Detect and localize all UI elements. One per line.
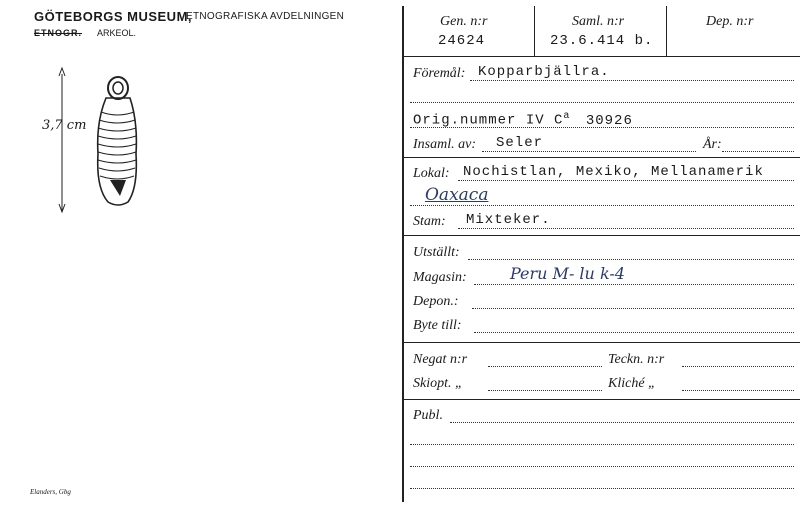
skiopt-label: Skiopt. „ [413, 376, 463, 391]
department-name: ETNOGRAFISKA AVDELNINGEN [186, 11, 345, 22]
card-divider [402, 6, 404, 502]
publ-dots-4 [410, 488, 794, 489]
byte-dots [474, 332, 794, 333]
museum-name: GÖTEBORGS MUSEUM, [34, 9, 193, 24]
printer-mark: Elanders, Gbg [30, 488, 71, 496]
lokal-dots [458, 180, 794, 181]
col-divider-2 [666, 6, 667, 56]
ar-label: År: [703, 137, 722, 152]
gen-label: Gen. n:r [440, 14, 488, 29]
blank-dots-1 [410, 102, 794, 103]
saml-label: Saml. n:r [572, 14, 625, 29]
insaml-value: Seler [496, 135, 544, 151]
kliche-dots [682, 390, 794, 391]
negat-label: Negat n:r [413, 352, 468, 367]
lokal-value: Nochistlan, Mexiko, Mellanamerik [463, 164, 764, 180]
utstallt-dots [468, 259, 794, 260]
negat-dots [488, 366, 602, 367]
arkeol-label: ARKEOL. [97, 28, 137, 38]
stam-value: Mixteker. [466, 212, 551, 228]
kliche-label: Kliché „ [608, 376, 656, 391]
utstallt-label: Utställt: [413, 245, 460, 260]
struck-label: ETNOGR. [34, 28, 83, 38]
dep-label: Dep. n:r [706, 14, 754, 29]
publ-dots-2 [410, 444, 794, 445]
orig-sup: a [563, 111, 571, 122]
lokal-handwriting: Oaxaca [425, 185, 489, 205]
depon-label: Depon.: [413, 294, 459, 309]
insaml-label: Insaml. av: [413, 137, 476, 152]
bell-sketch [28, 62, 148, 222]
insaml-dots [482, 151, 696, 152]
foremal-dots [470, 80, 794, 81]
lokal-label: Lokal: [413, 166, 450, 181]
publ-dots-3 [410, 466, 794, 467]
stam-dots [458, 228, 794, 229]
lokal-dots-2 [410, 205, 794, 206]
foremal-value: Kopparbjällra. [478, 64, 610, 80]
magasin-handwriting: Peru M- lu k-4 [510, 264, 625, 283]
orig-value [413, 111, 633, 129]
magasin-label: Magasin: [413, 270, 467, 285]
stam-label: Stam: [413, 214, 446, 229]
skiopt-dots [488, 390, 602, 391]
teckn-label: Teckn. n:r [608, 352, 665, 367]
rule-3 [402, 342, 800, 343]
orig-text: Orig.nummer IV C [413, 112, 564, 129]
measure-text: 3,7 cm [42, 118, 87, 133]
orig-num: 30926 [585, 112, 633, 129]
depon-dots [472, 308, 794, 309]
publ-label: Publ. [413, 408, 443, 423]
rule-4 [402, 399, 800, 400]
gen-value: 24624 [438, 33, 486, 49]
rule-2 [402, 235, 800, 236]
foremal-label: Föremål: [413, 66, 466, 81]
magasin-dots [474, 284, 794, 285]
rule-1 [402, 157, 800, 158]
header-rule [402, 56, 800, 57]
teckn-dots [682, 366, 794, 367]
saml-value: 23.6.414 b. [550, 33, 654, 49]
col-divider-1 [534, 6, 535, 56]
publ-dots [450, 422, 794, 423]
byte-label: Byte till: [413, 318, 462, 333]
ar-dots [722, 151, 794, 152]
orig-dots [410, 127, 794, 128]
